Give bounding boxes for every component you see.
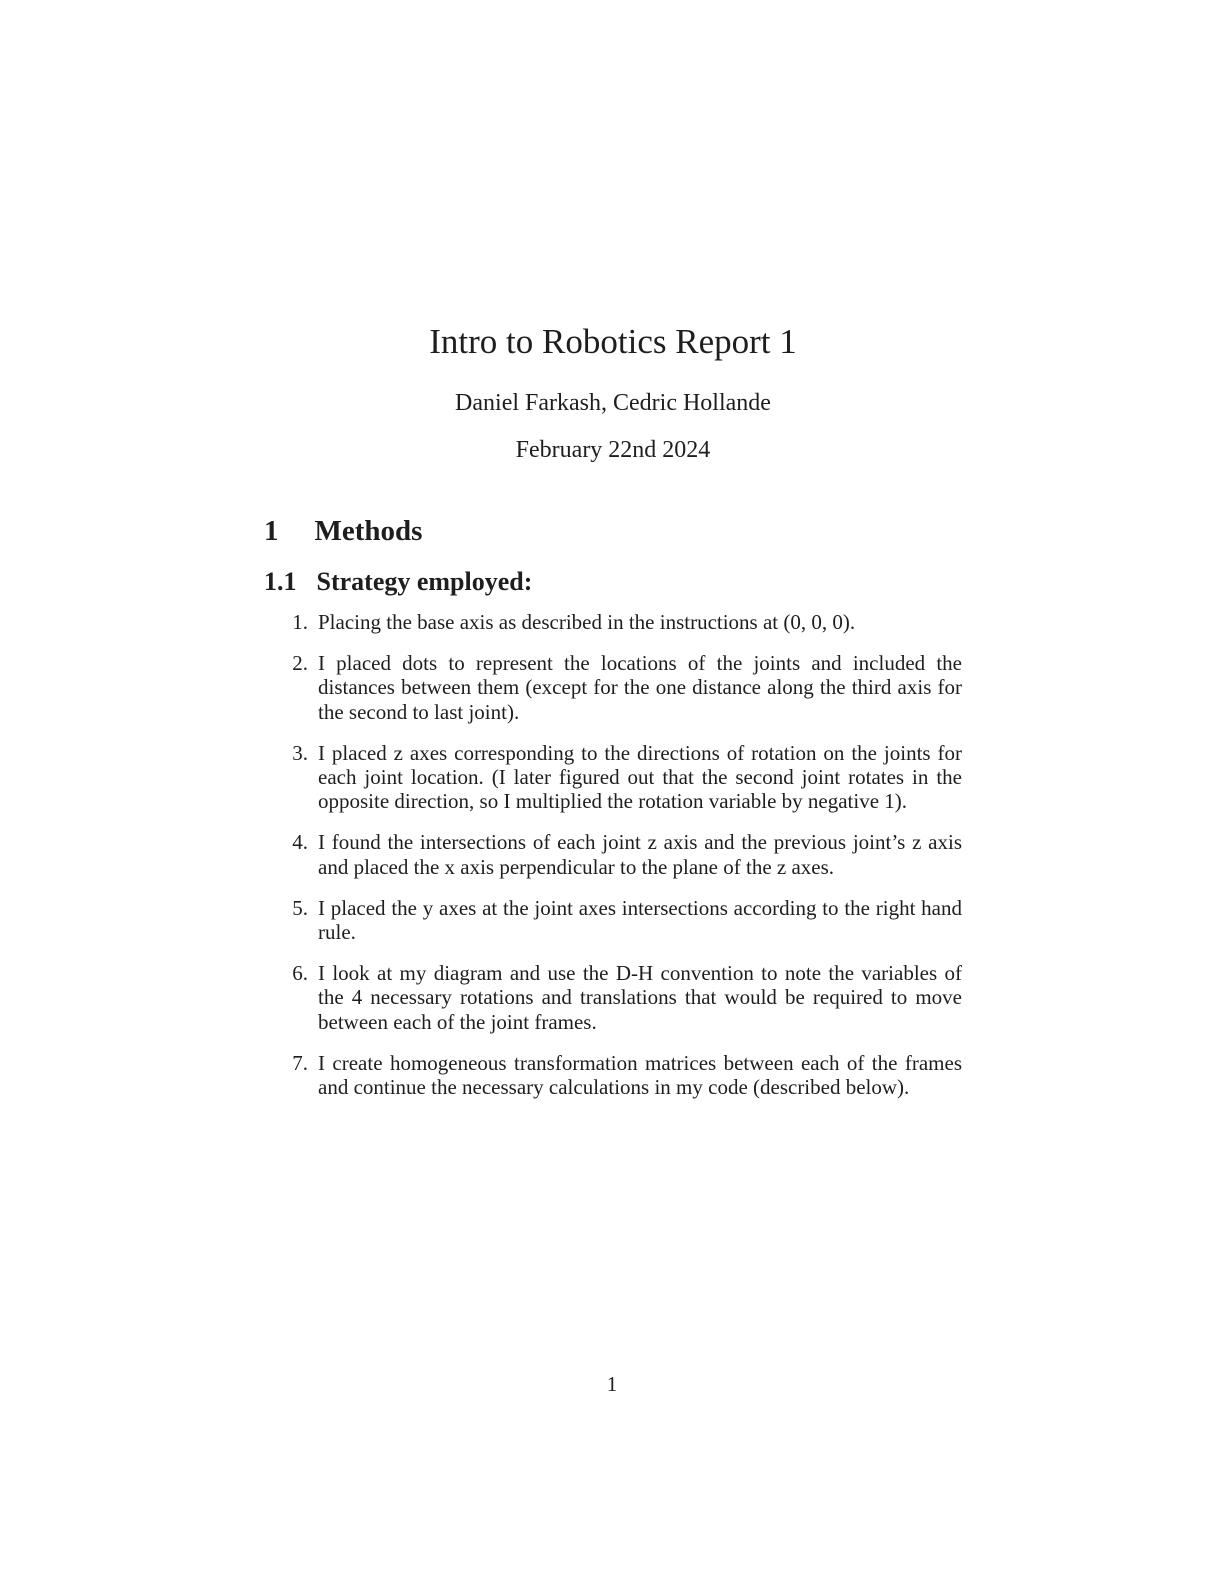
subsection-title: Strategy employed: (316, 567, 533, 596)
document-date: February 22nd 2024 (515, 437, 711, 463)
list-item-marker: 2. (292, 651, 308, 676)
subsection-number: 1.1 (264, 567, 297, 596)
list-item-marker: 5. (292, 895, 308, 920)
list-item-text: Placing the base axis as described in the instructions at (0, 0, 0). (318, 610, 856, 634)
list-item-marker: 6. (292, 961, 308, 986)
list-item (264, 1051, 962, 1099)
list-item-marker: 4. (292, 830, 308, 855)
list-item (264, 896, 962, 944)
document-authors: Daniel Farkash, Cedric Hollande (455, 390, 771, 416)
text-column (264, 0, 962, 1116)
list-item-marker: 3. (292, 740, 308, 765)
list-item (264, 651, 962, 724)
list-item-text: I placed the y axes at the joint axes intersections according to the right hand rule. (318, 895, 962, 945)
list-item-text: I look at my diagram and use the D-H convention to note the variables of the 4 necessary rotations and translations that would be required to move between each of the joint frames. (318, 961, 962, 1034)
list-item (264, 741, 962, 814)
page-number: 1 (606, 1372, 618, 1396)
list-item-text: I create homogeneous transformation matrices between each of the frames and continue the necessary calculations in my code (described below). (318, 1050, 962, 1100)
list-item (264, 830, 962, 878)
list-item (264, 961, 962, 1034)
list-item-marker: 1. (292, 610, 308, 634)
list-item-text: I placed dots to represent the locations of the joints and included the distances between them (except for the one distance along the third axis for the second to last joint). (318, 651, 962, 724)
subsection-heading-strategy (264, 566, 962, 597)
list-item-text: I found the intersections of each joint z axis and the previous joint’s z axis and placed the x axis perpendicular to the plane of the z axes. (318, 830, 962, 879)
list-item-text: I placed z axes corresponding to the directions of rotation on the joints for each joint location. (I later figured out that the second joint rotates in the opposite direction, so I multiplied the rotation variable by negative 1). (318, 740, 962, 814)
list-item (264, 610, 962, 634)
list-item-marker: 7. (292, 1050, 308, 1075)
strategy-list (264, 610, 962, 1099)
section-heading-methods (264, 514, 962, 549)
document-title: Intro to Robotics Report 1 (429, 322, 797, 361)
section-title: Methods (314, 515, 423, 547)
section-number: 1 (264, 515, 279, 547)
